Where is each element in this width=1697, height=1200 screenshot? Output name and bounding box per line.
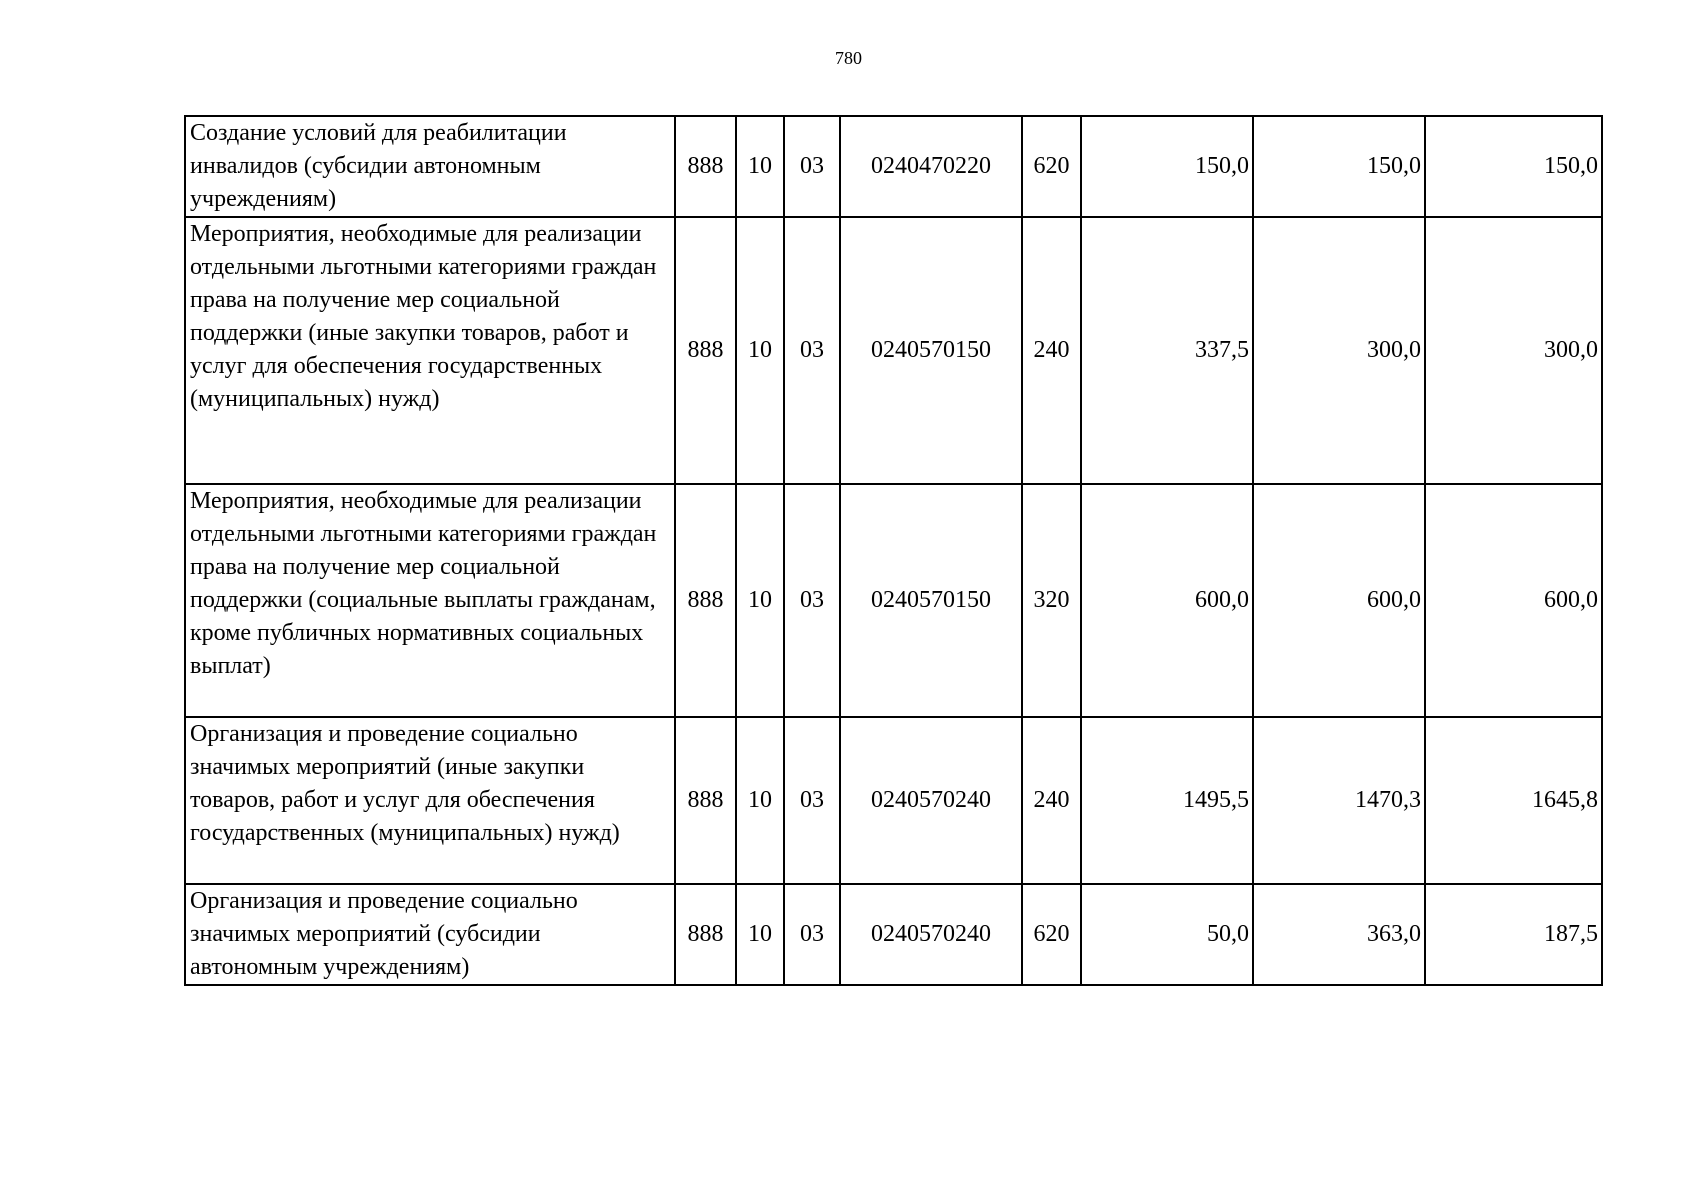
amount-year-1: 50,0 bbox=[1081, 884, 1253, 985]
expense-type-code: 320 bbox=[1022, 484, 1081, 717]
ministry-code: 888 bbox=[675, 717, 736, 884]
amount-year-1: 600,0 bbox=[1081, 484, 1253, 717]
amount-year-3: 600,0 bbox=[1425, 484, 1602, 717]
target-article-code: 0240470220 bbox=[840, 116, 1022, 217]
table-row bbox=[185, 217, 1602, 484]
amount-year-3: 150,0 bbox=[1425, 116, 1602, 217]
section-code: 10 bbox=[736, 484, 784, 717]
ministry-code: 888 bbox=[675, 884, 736, 985]
subsection-code: 03 bbox=[784, 884, 840, 985]
expense-type-code: 620 bbox=[1022, 116, 1081, 217]
table-row bbox=[185, 484, 1602, 717]
section-code: 10 bbox=[736, 217, 784, 484]
table-row bbox=[185, 116, 1602, 217]
expense-type-code: 240 bbox=[1022, 717, 1081, 884]
table-row bbox=[185, 717, 1602, 884]
amount-year-2: 300,0 bbox=[1253, 217, 1425, 484]
row-description: Организация и проведение социально значимых мероприятий (иные закупки товаров, работ и услуг для обеспечения государственных (муниципальных) нужд) bbox=[185, 717, 675, 884]
target-article-code: 0240570150 bbox=[840, 484, 1022, 717]
subsection-code: 03 bbox=[784, 116, 840, 217]
section-code: 10 bbox=[736, 116, 784, 217]
subsection-code: 03 bbox=[784, 217, 840, 484]
subsection-code: 03 bbox=[784, 717, 840, 884]
ministry-code: 888 bbox=[675, 116, 736, 217]
amount-year-3: 300,0 bbox=[1425, 217, 1602, 484]
amount-year-3: 187,5 bbox=[1425, 884, 1602, 985]
amount-year-1: 150,0 bbox=[1081, 116, 1253, 217]
amount-year-3: 1645,8 bbox=[1425, 717, 1602, 884]
amount-year-2: 363,0 bbox=[1253, 884, 1425, 985]
target-article-code: 0240570240 bbox=[840, 717, 1022, 884]
section-code: 10 bbox=[736, 717, 784, 884]
row-description: Создание условий для реабилитации инвалидов (субсидии автономным учреждениям) bbox=[185, 116, 675, 217]
target-article-code: 0240570150 bbox=[840, 217, 1022, 484]
amount-year-2: 1470,3 bbox=[1253, 717, 1425, 884]
row-description: Мероприятия, необходимые для реализации отдельными льготными категориями граждан права на получение мер социальной поддержки (иные закупки товаров, работ и услуг для обеспечения государственных (муниципальных) нужд) bbox=[185, 217, 675, 484]
row-description: Мероприятия, необходимые для реализации отдельными льготными категориями граждан права на получение мер социальной поддержки (социальные выплаты гражданам, кроме публичных нормативных социальных выплат) bbox=[185, 484, 675, 717]
table-row bbox=[185, 884, 1602, 985]
subsection-code: 03 bbox=[784, 484, 840, 717]
amount-year-2: 150,0 bbox=[1253, 116, 1425, 217]
ministry-code: 888 bbox=[675, 217, 736, 484]
page-number: 780 bbox=[835, 48, 862, 68]
ministry-code: 888 bbox=[675, 484, 736, 717]
amount-year-1: 1495,5 bbox=[1081, 717, 1253, 884]
target-article-code: 0240570240 bbox=[840, 884, 1022, 985]
expense-type-code: 240 bbox=[1022, 217, 1081, 484]
amount-year-2: 600,0 bbox=[1253, 484, 1425, 717]
expense-type-code: 620 bbox=[1022, 884, 1081, 985]
row-description: Организация и проведение социально значимых мероприятий (субсидии автономным учреждениям) bbox=[185, 884, 675, 985]
section-code: 10 bbox=[736, 884, 784, 985]
amount-year-1: 337,5 bbox=[1081, 217, 1253, 484]
budget-table bbox=[184, 115, 1603, 986]
